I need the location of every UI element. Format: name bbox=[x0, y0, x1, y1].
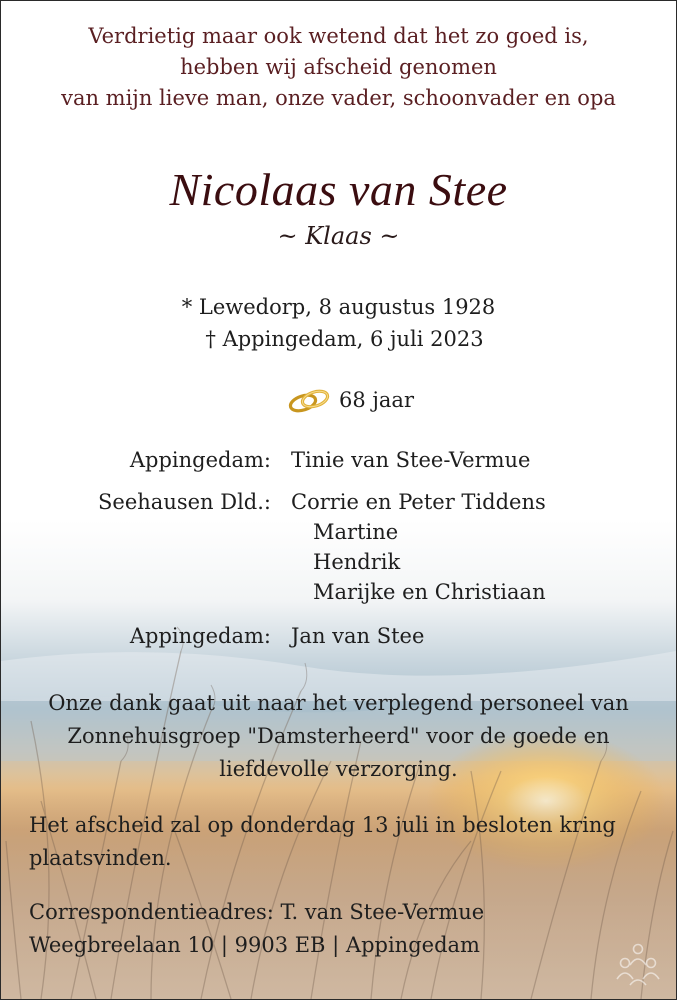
deceased-nickname: ~ Klaas ~ bbox=[277, 222, 400, 250]
deceased-name: Nicolaas van Stee bbox=[169, 164, 508, 215]
marriage-years: 68 jaar bbox=[339, 388, 414, 412]
intro-text bbox=[1, 21, 676, 114]
birth-date: * Lewedorp, 8 augustus 1928 bbox=[181, 295, 496, 319]
correspondence-address bbox=[29, 896, 649, 962]
family-place: Appingedam: bbox=[129, 448, 271, 472]
grandchild: Martine bbox=[313, 520, 399, 544]
grandchild: Marijke en Christiaan bbox=[313, 580, 546, 604]
family-member: Jan van Stee bbox=[291, 624, 425, 648]
intro-line: hebben wij afscheid genomen bbox=[180, 55, 497, 79]
funeral-text bbox=[29, 809, 649, 875]
family-place: Appingedam: bbox=[129, 624, 271, 648]
thanks-text bbox=[23, 687, 654, 786]
death-date: † Appingedam, 6 juli 2023 bbox=[205, 327, 484, 351]
thanks-line: Zonnehuisgroep "Damsterheerd" voor de goede en bbox=[67, 724, 610, 748]
address-line: Weegbreelaan 10 | 9903 EB | Appingedam bbox=[29, 933, 480, 957]
funeral-line: Het afscheid zal op donderdag 13 juli in besloten kring bbox=[29, 813, 616, 837]
funeral-line: plaatsvinden. bbox=[29, 846, 172, 870]
wedding-rings-icon bbox=[285, 384, 335, 416]
family-place: Seehausen Dld.: bbox=[98, 490, 271, 514]
thanks-line: liefdevolle verzorging. bbox=[219, 757, 458, 781]
life-dates bbox=[1, 291, 676, 355]
intro-line: van mijn lieve man, onze vader, schoonvader en opa bbox=[61, 86, 616, 110]
thanks-line: Onze dank gaat uit naar het verplegend personeel van bbox=[48, 691, 629, 715]
address-line: Correspondentieadres: T. van Stee-Vermue bbox=[29, 900, 485, 924]
people-logo-icon bbox=[614, 941, 662, 987]
grandchild: Hendrik bbox=[313, 550, 401, 574]
family-member: Corrie en Peter Tiddens bbox=[291, 490, 546, 514]
family-member: Tinie van Stee-Vermue bbox=[291, 448, 531, 472]
intro-line: Verdrietig maar ook wetend dat het zo goed is, bbox=[88, 24, 589, 48]
marriage-duration bbox=[285, 384, 414, 416]
